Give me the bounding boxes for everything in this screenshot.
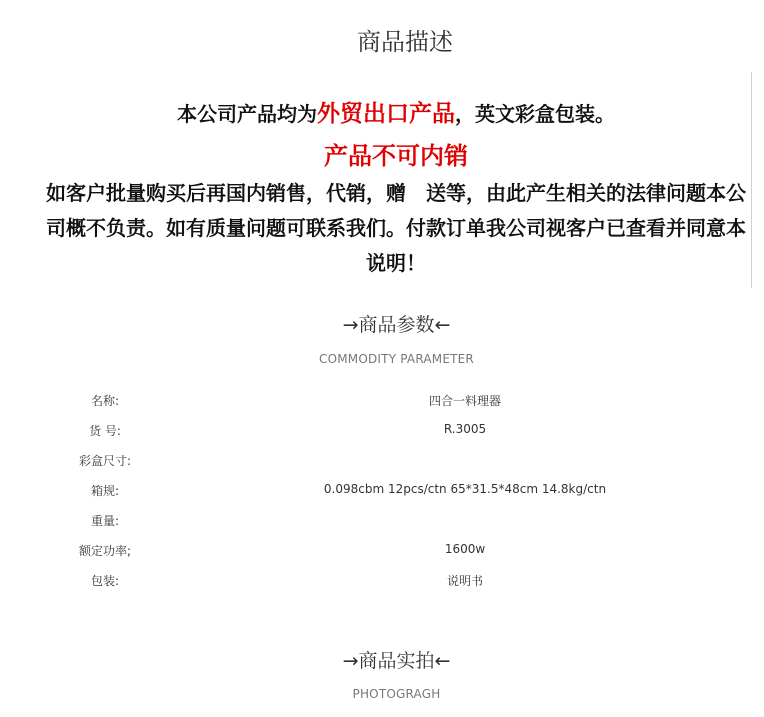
photo-title: →商品实拍← — [342, 650, 451, 672]
photo-subtitle: PHOTOGRAGH — [352, 687, 441, 701]
parameters-title: →商品参数← — [342, 314, 451, 336]
page-title: 商品描述 — [357, 28, 453, 56]
param-row — [0, 384, 764, 414]
param-row — [0, 534, 764, 564]
param-value: 0.098cbm 12pcs/ctn 65*31.5*48cm 14.8kg/ctn — [323, 482, 607, 496]
param-row — [0, 474, 764, 504]
param-label: 名称: — [90, 394, 120, 408]
param-row — [0, 564, 764, 594]
notice-line-1-suffix: ，英文彩盒包装。 — [455, 102, 615, 126]
param-label: 额定功率; — [78, 544, 132, 558]
param-row — [0, 414, 764, 444]
param-value: 四合一料理器 — [428, 394, 501, 408]
param-label: 彩盒尺寸: — [78, 454, 132, 468]
param-label: 箱规: — [90, 484, 120, 498]
notice-line-1 — [40, 92, 752, 136]
param-value: R.3005 — [443, 422, 487, 436]
param-row — [0, 504, 764, 534]
param-value: 说明书 — [446, 574, 483, 588]
notice-block — [40, 92, 752, 281]
parameters-table — [0, 384, 764, 594]
param-row — [0, 444, 764, 474]
param-label: 重量: — [90, 514, 120, 528]
param-label: 包装: — [90, 574, 120, 588]
notice-line-1-prefix: 本公司产品均为 — [177, 102, 317, 126]
notice-line-2: 产品不可内销 — [324, 142, 468, 170]
notice-line-3: 如客户批量购买后再国内销售，代销，赠 送等，由此产生相关的法律问题本公司概不负责。如有质量问题可联系我们。付款订单我公司视客户已查看并同意本说明！ — [46, 181, 746, 275]
parameters-subtitle: COMMODITY PARAMETER — [319, 352, 474, 366]
param-value: 1600w — [444, 542, 486, 556]
notice-line-1-highlight: 外贸出口产品 — [317, 101, 455, 127]
param-label: 货 号: — [89, 424, 121, 438]
